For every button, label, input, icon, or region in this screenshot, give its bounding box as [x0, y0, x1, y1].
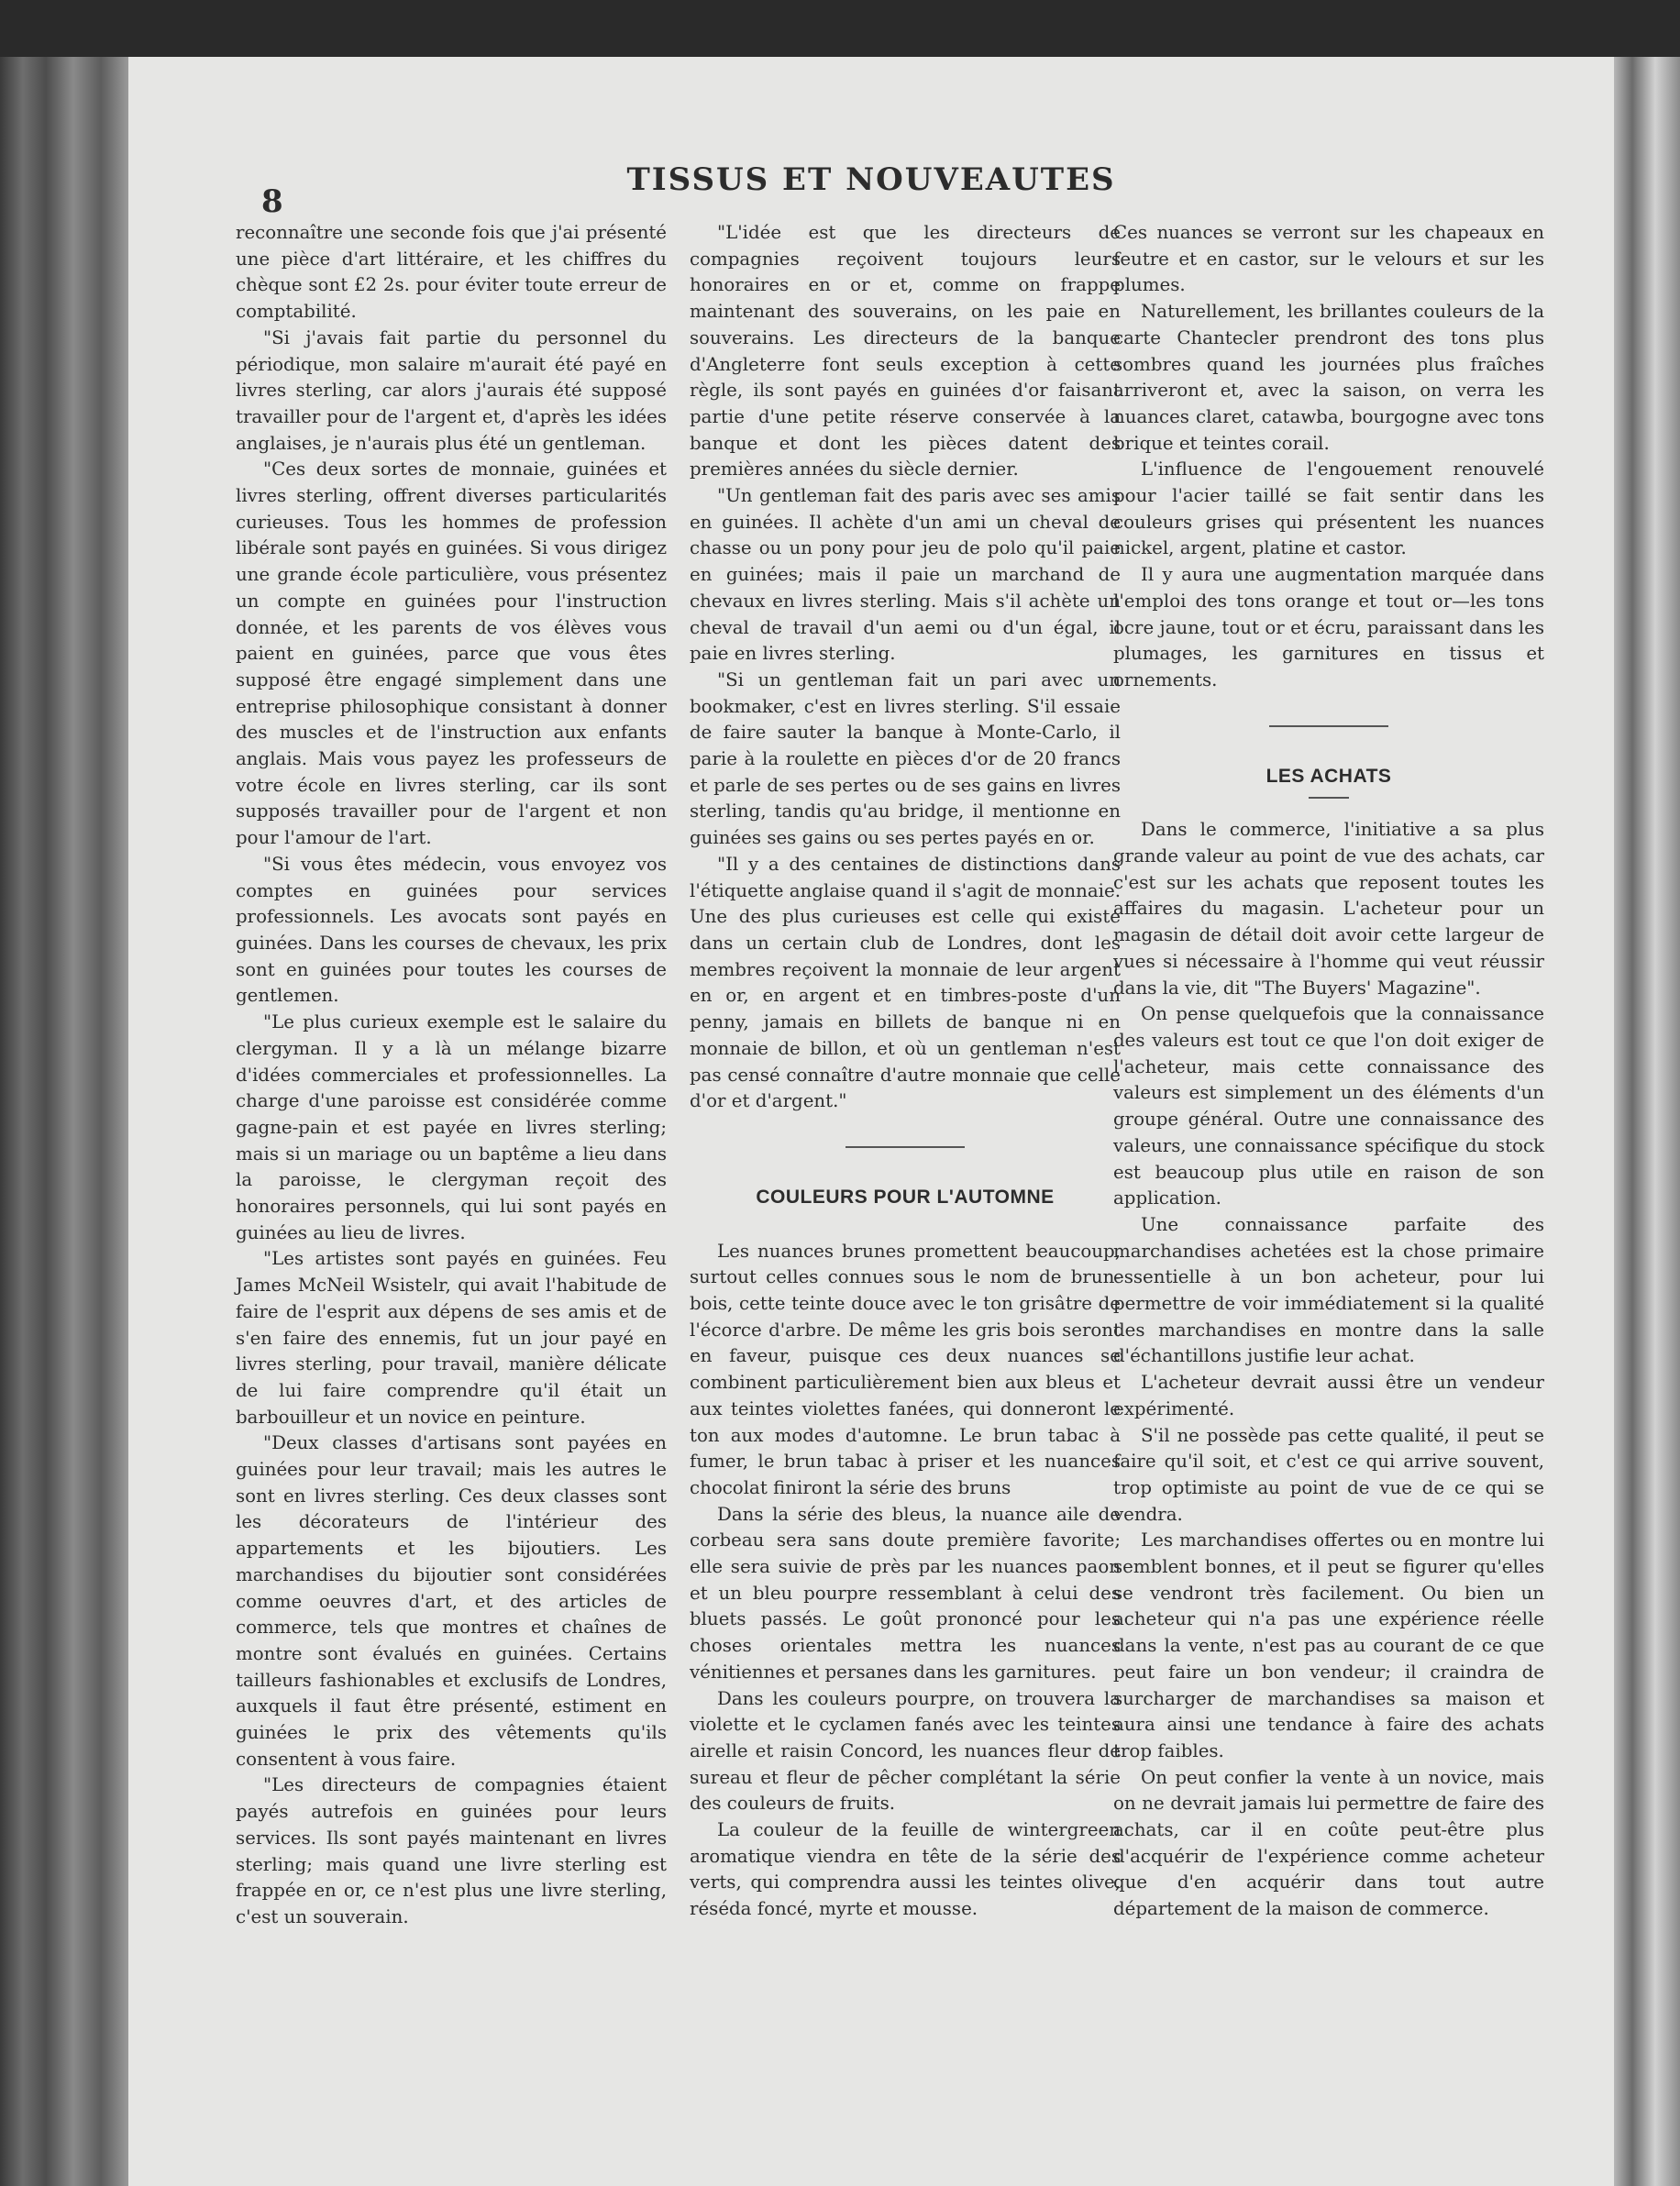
paragraph: Une connaissance parfaite des marchandises achetées est la chose primaire essentielle à un bon acheteur, pour lui permettre de voir immédiatement si la qualité des marchandises en montre dans la salle d'échantillons justifie leur achat. [1113, 1213, 1544, 1367]
paragraph: Dans les couleurs pourpre, on trouvera la violette et le cyclamen fanés avec les teintes airelle et raisin Concord, les nuances fleur de sureau et fleur de pêcher complétant la série des couleurs de fruits. [690, 1687, 1121, 1815]
magazine-page [128, 57, 1614, 2186]
paragraph: L'influence de l'engouement renouvelé pour l'acier taillé se fait sentir dans les couleurs grises qui présentent les nuances nickel, argent, platine et castor. [1113, 458, 1544, 559]
section-heading-achats: LES ACHATS [1266, 765, 1392, 787]
paragraph: "Les directeurs de compagnies étaient payés autrefois en guinées pour leurs services. Ils sont payés maintenant en livres sterling; mais quand une livre sterling est frappée en or, ce n'est plus une livre sterling, c'est un souverain. [236, 1774, 667, 1927]
paragraph: "Le plus curieux exemple est le salaire du clergyman. Il y a là un mélange bizarre d'idées commerciales et professionnelles. La charge d'une paroisse est considérée comme gagne-pain et est payée en livres sterling; mais si un mariage ou un baptême a lieu dans la paroisse, le clergyman reçoit des honoraires personnels, qui lui sont payés en guinées au lieu de livres. [236, 1011, 667, 1243]
section-divider [846, 1146, 965, 1148]
paragraph: L'acheteur devrait aussi être un vendeur expérimenté. [1113, 1372, 1544, 1419]
book-binding-edge [0, 57, 128, 2186]
paragraph: "Ces deux sortes de monnaie, guinées et livres sterling, offrent diverses particularités curieuses. Tous les hommes de profession libérale sont payés en guinées. Si vous dirigez une grande école particulière, vous présentez un compte en guinées pour l'instruction donnée, et les parents de vos élèves vous paient en guinées, parce que vous êtes supposé être engagé simplement dans une entreprise philosophique consistant à donner des muscles et de l'instruction aux enfants anglais. Mais vous payez les professeurs de votre école en livres sterling, car ils sont supposés travailler pour de l'argent et non pour l'amour de l'art. [236, 458, 667, 849]
paragraph: Dans la série des bleus, la nuance aile de corbeau sera sans doute première favorite; elle sera suivie de près par les nuances paon et un bleu pourpre ressemblant à celui des bluets passés. Le goût prononcé pour les choses orientales mettra les nuances vénitiennes et persanes dans les garnitures. [690, 1503, 1121, 1683]
paragraph: La couleur de la feuille de wintergreen aromatique viendra en tête de la série des verts, qui comprendra aussi les teintes olive, réséda foncé, myrte et mousse. [690, 1819, 1121, 1920]
paragraph: On peut confier la vente à un novice, mais on ne devrait jamais lui permettre de faire des achats, car il en coûte peut-être plus d'acquérir de l'expérience comme acheteur que d'en acquérir dans tout autre département de la maison de commerce. [1113, 1766, 1544, 1920]
running-head: TISSUS ET NOUVEAUTES [626, 161, 1116, 198]
paragraph: "L'idée est que les directeurs de compagnies reçoivent toujours leurs honoraires en or et, comme on frappe maintenant des souverains, on les paie en souverains. Les directeurs de la banque d'Angleterre font seuls exception à cette règle, ils sont payés en guinées d'or faisant partie d'une petite réserve conservée à la banque et dont les pièces datent des premières années du siècle dernier. [690, 222, 1121, 480]
paragraph: Les nuances brunes promettent beaucoup, surtout celles connues sous le nom de brun-bois, cette teinte douce avec le ton grisâtre de l'écorce d'arbre. De même les gris bois seront en faveur, puisque ces deux nuances se combinent particulièrement bien aux bleus et aux teintes violettes fanées, qui donneront le ton aux modes d'automne. Le brun tabac à fumer, le brun tabac à priser et les nuances chocolat finiront la série des bruns [690, 1240, 1121, 1498]
column-3 [1113, 220, 1544, 1923]
paragraph: "Si un gentleman fait un pari avec un bookmaker, c'est en livres sterling. S'il essaie de faire sauter la banque à Monte-Carlo, il parie à la roulette en pièces d'or de 20 francs et parle de ses pertes ou de ses gains en livres sterling, tandis qu'au bridge, il mentionne en guinées ses gains ou ses pertes payés en or. [690, 668, 1121, 849]
column-1 [236, 220, 667, 1931]
paragraph: "Si vous êtes médecin, vous envoyez vos comptes en guinées pour services professionnels. Les avocats sont payés en guinées. Dans les courses de chevaux, les prix sont en guinées pour toutes les courses de gentlemen. [236, 853, 667, 1007]
paragraph: Dans le commerce, l'initiative a sa plus grande valeur au point de vue des achats, car c'est sur les achats que reposent toutes les affaires du magasin. L'acheteur pour un magasin de détail doit avoir cette largeur de vues si nécessaire à l'homme qui veut réussir dans la vie, dit "The Buyers' Magazine". [1113, 819, 1544, 999]
paragraph: reconnaître une seconde fois que j'ai présenté une pièce d'art littéraire, et les chiffres du chèque sont £2 2s. pour éviter toute erreur de comptabilité. [236, 222, 667, 323]
paragraph: "Il y a des centaines de distinctions dans l'étiquette anglaise quand il s'agit de monnaie. Une des plus curieuses est celle qui existe dans un certain club de Londres, dont les membres reçoivent la monnaie de leur argent en or, en argent et en timbres-poste d'un penny, jamais en billets de banque ni en monnaie de billon, et où un gentleman n'est pas censé connaître d'autre monnaie que celle d'or et d'argent." [690, 853, 1121, 1112]
paragraph: Ces nuances se verront sur les chapeaux en feutre et en castor, sur le velours et sur les plumes. [1113, 222, 1544, 296]
paragraph: Naturellement, les brillantes couleurs de la carte Chantecler prendront des tons plus sombres quand les journées plus fraîches arriveront et, avec la saison, on verra les nuances claret, catawba, bourgogne avec tons brique et teintes corail. [1113, 301, 1544, 454]
paragraph: S'il ne possède pas cette qualité, il peut se faire qu'il soit, et c'est ce qui arrive souvent, trop optimiste au point de vue de ce qui se vendra. [1113, 1424, 1544, 1525]
scanner-top-margin [0, 0, 1680, 57]
paragraph: "Les artistes sont payés en guinées. Feu James McNeil Wsistelr, qui avait l'habitude de faire de l'esprit aux dépens de ses amis et de s'en faire des ennemis, fut un jour payé en livres sterling, pour travail, manière délicate de lui faire comprendre qu'il était un barbouilleur et un novice en peinture. [236, 1248, 667, 1428]
column-2 [690, 220, 1121, 1923]
section-divider [1269, 725, 1388, 727]
paragraph: "Deux classes d'artisans sont payées en guinées pour leur travail; mais les autres le sont en livres sterling. Ces deux classes sont les décorateurs de l'intérieur des appartements et les bijoutiers. Les marchandises du bijoutier sont considérées comme oeuvres d'art, et des articles de commerce, tels que montres et chaînes de montre sont évalués en guinées. Certains tailleurs fashionables et exclusifs de Londres, auxquels il faut être présenté, estiment en guinées le prix des vêtements qu'ils consentent à vous faire. [236, 1432, 667, 1770]
section-heading-couleurs: COULEURS POUR L'AUTOMNE [756, 1186, 1055, 1208]
paragraph: "Un gentleman fait des paris avec ses amis en guinées. Il achète d'un ami un cheval de chasse ou un pony pour jeu de polo qu'il paie en guinées; mais il paie un marchand de chevaux en livres sterling. Mais s'il achète un cheval de travail d'un aemi ou d'un égal, il paie en livres sterling. [690, 485, 1121, 665]
page-number: 8 [261, 183, 283, 220]
paragraph: "Si j'avais fait partie du personnel du périodique, mon salaire m'aurait été payé en livres sterling, car alors j'aurais été supposé travailler pour de l'argent et, d'après les idées anglaises, je n'aurais plus été un gentleman. [236, 326, 667, 454]
paragraph: Il y aura une augmentation marquée dans l'emploi des tons orange et tout or—les tons ocre jaune, tout or et écru, paraissant dans les plumages, les garnitures en tissus et ornements. [1113, 564, 1544, 690]
heading-underline [1309, 797, 1349, 799]
next-page-edge [1614, 57, 1680, 2186]
paragraph: On pense quelquefois que la connaissance des valeurs est tout ce que l'on doit exiger de l'acheteur, mais cette connaissance des valeurs est simplement un des éléments d'un groupe général. Outre une connaissance des valeurs, une connaissance spécifique du stock est beaucoup plus utile en raison de son application. [1113, 1003, 1544, 1209]
paragraph: Les marchandises offertes ou en montre lui semblent bonnes, et il peut se figurer qu'elles se vendront très facilement. Ou bien un acheteur qui n'a pas une expérience réelle dans la vente, n'est pas au courant de ce que peut faire un bon vendeur; il craindra de surcharger de marchandises sa maison et aura ainsi une tendance à faire des achats trop faibles. [1113, 1529, 1544, 1761]
